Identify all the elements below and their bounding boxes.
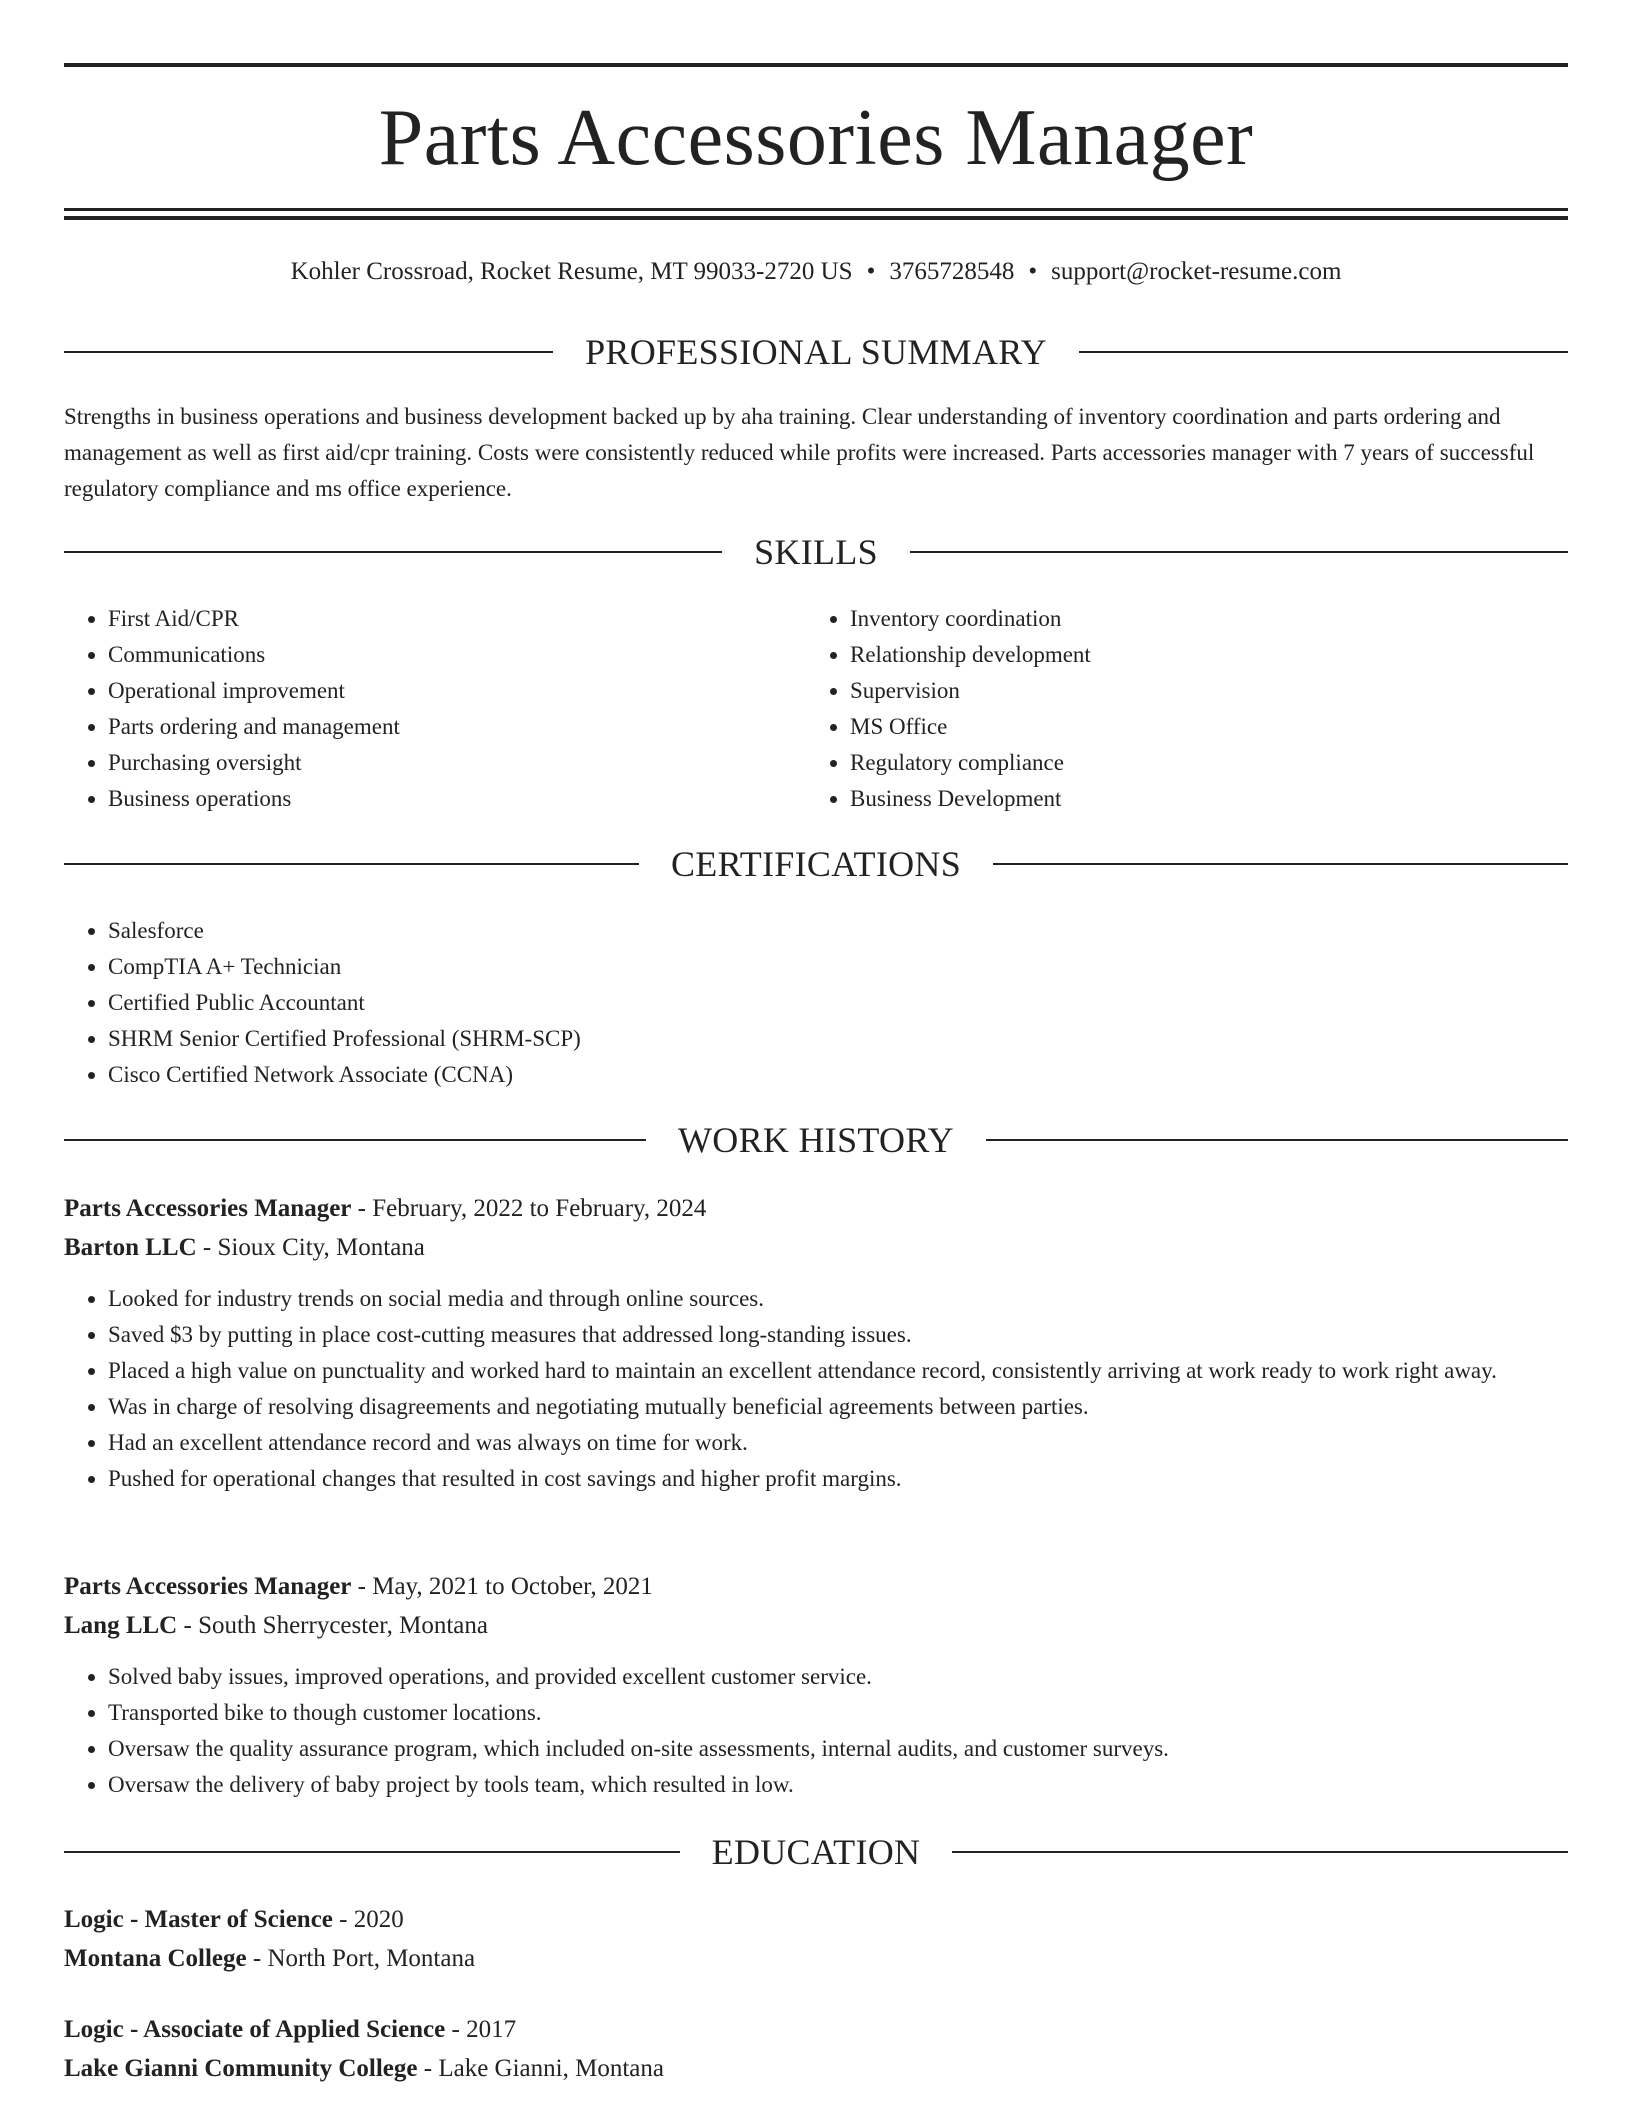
summary-section-heading [64, 330, 1568, 374]
education-school: Montana College [64, 1945, 247, 1972]
skills-list-left [64, 601, 806, 817]
list-item: • Business Development [850, 781, 1548, 817]
job-location: South Sherrycester, Montana [198, 1612, 488, 1639]
resume-name: Parts Accessories Manager [378, 94, 1254, 182]
education-degree: Logic - Master of Science [64, 1906, 333, 1933]
education-degree: Logic - Associate of Applied Science [64, 2016, 446, 2043]
job-company: Lang LLC [64, 1612, 178, 1639]
job-role: Parts Accessories Manager [64, 1195, 352, 1222]
skills-list-right [806, 601, 1548, 817]
work-history-section-heading [64, 1118, 1568, 1162]
job-title-line: Parts Accessories Manager - May, 2021 to October, 2021 [64, 1573, 653, 1600]
contact-line [64, 254, 1568, 290]
skills-title: SKILLS [754, 532, 878, 572]
education-location: Lake Gianni, Montana [438, 2055, 664, 2082]
skills-column-right [806, 601, 1548, 817]
job-company-line: Barton LLC - Sioux City, Montana [64, 1234, 425, 1261]
education-year: 2020 [353, 1906, 404, 1933]
list-item: • Salesforce [108, 913, 1568, 949]
contact-address: Kohler Crossroad, Rocket Resume, MT 99033-2720 US [290, 258, 853, 285]
list-item: • Supervision [850, 673, 1548, 709]
education-section-heading [64, 1830, 1568, 1874]
certifications-block [64, 913, 1568, 1093]
contact-phone[interactable]: 3765728548 [889, 258, 1015, 285]
list-item: • Relationship development [850, 637, 1548, 673]
job-entry [64, 1567, 1568, 1803]
contact-separator: • [1028, 258, 1038, 285]
job-dates: February, 2022 to February, 2024 [372, 1195, 707, 1222]
heading-rule-right [1079, 351, 1568, 353]
education-year: 2017 [466, 2016, 517, 2043]
heading-rule-left [64, 863, 639, 865]
education-title: EDUCATION [711, 1832, 921, 1872]
list-item: • Saved $3 by putting in place cost-cutting measures that addressed long-standing issues. [108, 1317, 1568, 1353]
heading-rule-left [64, 351, 553, 353]
job-title-line: Parts Accessories Manager - February, 2022 to February, 2024 [64, 1195, 707, 1222]
education-entry [64, 1900, 1568, 1978]
summary-title: PROFESSIONAL SUMMARY [585, 332, 1047, 372]
education-school-line: Montana College - North Port, Montana [64, 1945, 476, 1972]
education-school-line: Lake Gianni Community College - Lake Gianni, Montana [64, 2055, 664, 2082]
list-item: • Had an excellent attendance record and was always on time for work. [108, 1425, 1568, 1461]
list-item: • Oversaw the quality assurance program, which included on-site assessments, internal audits, and customer surveys. [108, 1731, 1568, 1767]
contact-email[interactable]: support@rocket-resume.com [1051, 258, 1342, 285]
list-item: • Was in charge of resolving disagreements and negotiating mutually beneficial agreements between parties. [108, 1389, 1568, 1425]
list-item: • Transported bike to though customer locations. [108, 1695, 1568, 1731]
job-entry [64, 1189, 1568, 1497]
list-item: • Regulatory compliance [850, 745, 1548, 781]
job-bullets [64, 1659, 1568, 1803]
list-item: • Pushed for operational changes that resulted in cost savings and higher profit margins. [108, 1461, 1568, 1497]
job-location: Sioux City, Montana [217, 1234, 425, 1261]
header-rule-lower [64, 216, 1568, 220]
list-item: • Communications [108, 637, 806, 673]
list-item: • Inventory coordination [850, 601, 1548, 637]
work-history-title: WORK HISTORY [678, 1120, 954, 1160]
certifications-list [64, 913, 1568, 1093]
list-item: • Looked for industry trends on social media and through online sources. [108, 1281, 1568, 1317]
list-item: • SHRM Senior Certified Professional (SHRM-SCP) [108, 1021, 1568, 1057]
list-item: • Certified Public Accountant [108, 985, 1568, 1021]
job-bullets [64, 1281, 1568, 1497]
list-item: • Operational improvement [108, 673, 806, 709]
list-item: • Solved baby issues, improved operations, and provided excellent customer service. [108, 1659, 1568, 1695]
job-company: Barton LLC [64, 1234, 197, 1261]
heading-rule-right [910, 551, 1568, 553]
job-role: Parts Accessories Manager [64, 1573, 352, 1600]
summary-text: Strengths in business operations and business development backed up by aha training. Clear understanding of inventory coordination and parts ordering and management as well as first aid/cpr training. Costs were consistently reduced while profits were increased. Parts accessories manager with 7 years of successful regulatory compliance and ms office experience. [64, 404, 1535, 501]
contact-separator: • [866, 258, 876, 285]
heading-rule-right [993, 863, 1568, 865]
header-rule-upper [64, 208, 1568, 211]
skills-section-heading [64, 530, 1568, 574]
list-item: • Business operations [108, 781, 806, 817]
heading-rule-left [64, 551, 722, 553]
job-company-line: Lang LLC - South Sherrycester, Montana [64, 1612, 488, 1639]
list-item: • Cisco Certified Network Associate (CCNA) [108, 1057, 1568, 1093]
education-school: Lake Gianni Community College [64, 2055, 418, 2082]
job-dates: May, 2021 to October, 2021 [372, 1573, 653, 1600]
list-item: • Oversaw the delivery of baby project by tools team, which resulted in low. [108, 1767, 1568, 1803]
heading-rule-right [986, 1139, 1568, 1141]
skills-column-left [64, 601, 806, 817]
list-item: • Purchasing oversight [108, 745, 806, 781]
certifications-title: CERTIFICATIONS [670, 844, 962, 884]
list-item: • MS Office [850, 709, 1548, 745]
heading-rule-left [64, 1851, 680, 1853]
certifications-section-heading [64, 842, 1568, 886]
education-location: North Port, Montana [267, 1945, 476, 1972]
education-degree-line: Logic - Associate of Applied Science - 2017 [64, 2016, 517, 2043]
list-item: • CompTIA A+ Technician [108, 949, 1568, 985]
list-item: • First Aid/CPR [108, 601, 806, 637]
list-item: • Placed a high value on punctuality and worked hard to maintain an excellent attendance record, consistently arriving at work ready to work right away. [108, 1353, 1568, 1389]
education-entry [64, 2010, 1568, 2088]
header-top-rule [64, 63, 1568, 67]
heading-rule-left [64, 1139, 646, 1141]
list-item: • Parts ordering and management [108, 709, 806, 745]
education-degree-line: Logic - Master of Science - 2020 [64, 1906, 404, 1933]
heading-rule-right [952, 1851, 1568, 1853]
skills-columns [64, 601, 1568, 817]
